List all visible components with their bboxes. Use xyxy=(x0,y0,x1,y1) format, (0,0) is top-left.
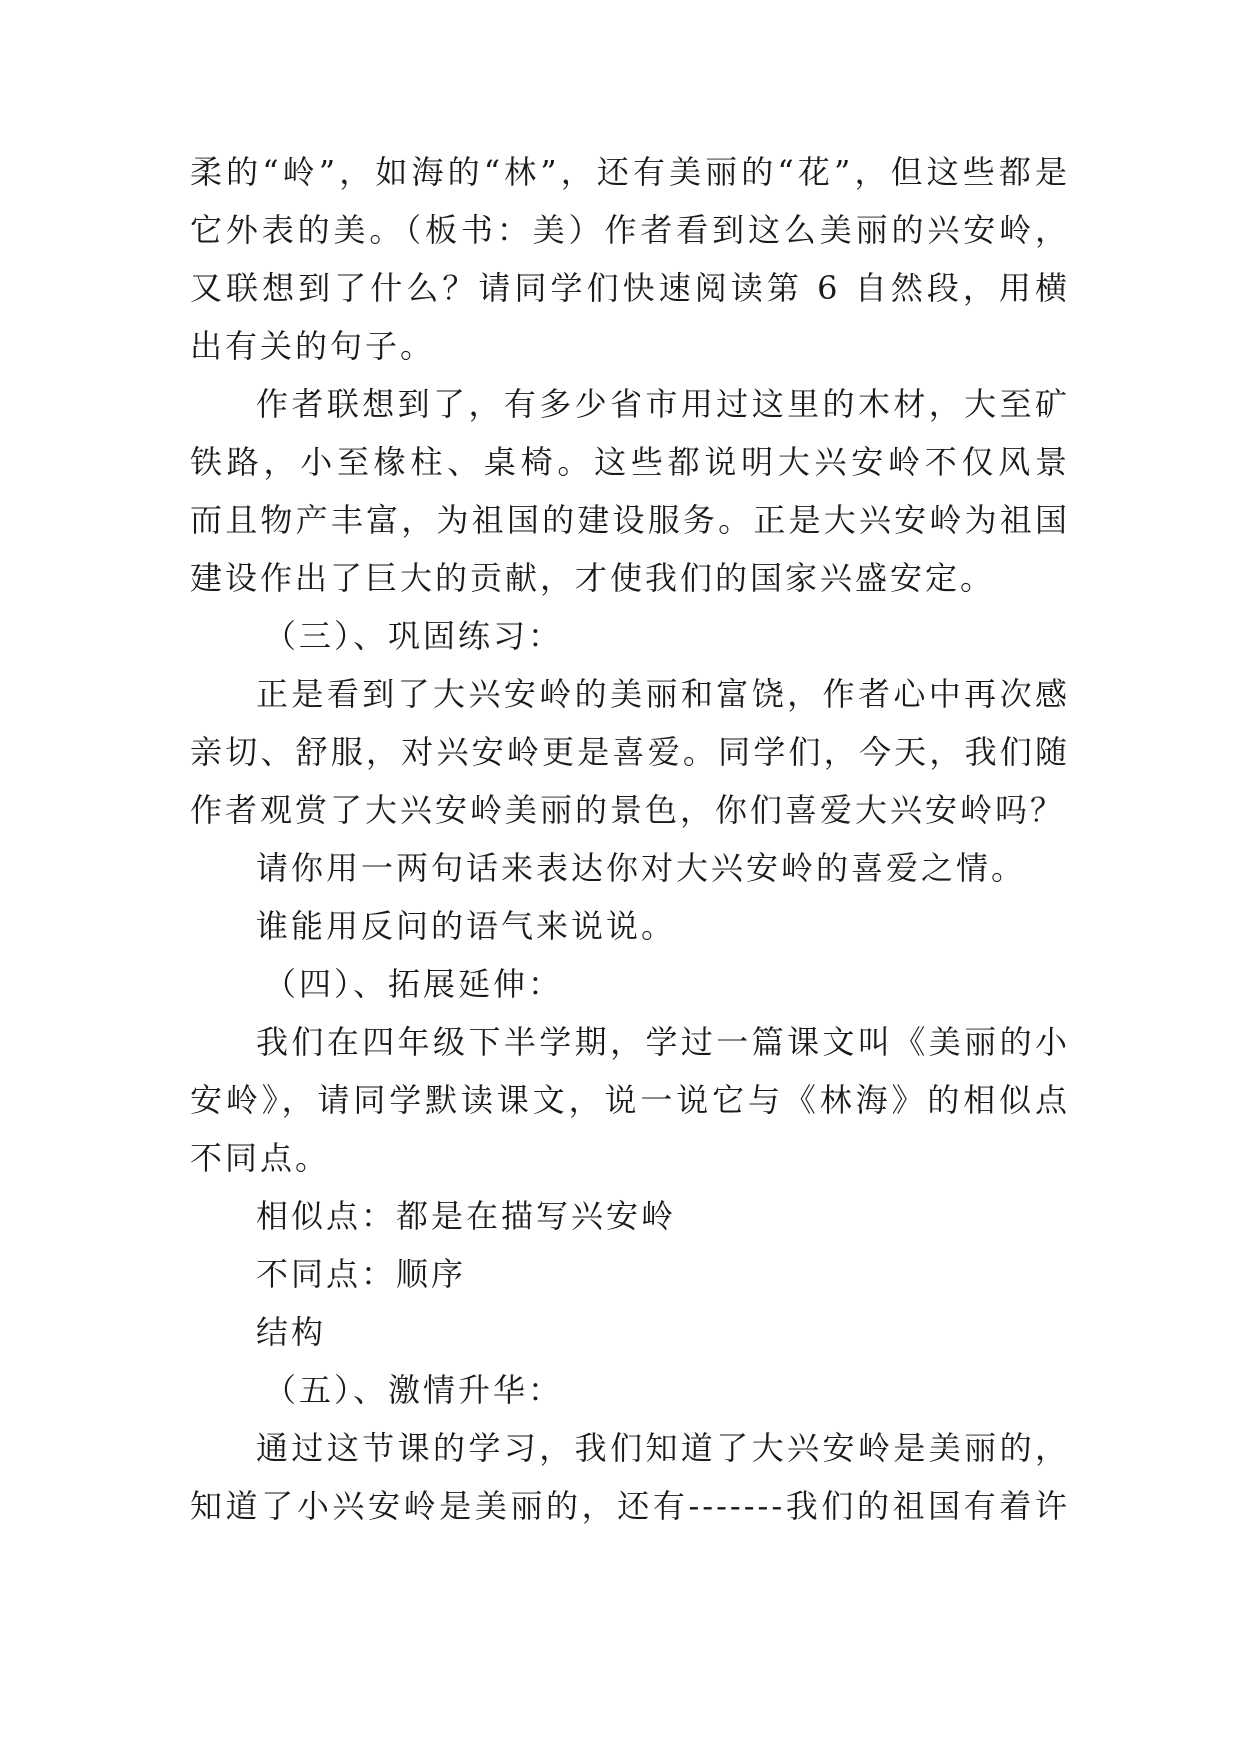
text-line: 不同点：顺序 xyxy=(256,1255,467,1293)
text-line: 柔的“岭”，如海的“林”，还有美丽的“花”，但这些都是 xyxy=(190,153,1070,191)
text-line: 谁能用反问的语气来说说。 xyxy=(256,907,677,945)
text-line: 安岭》，请同学默读课文，说一说它与《林海》的相似点 xyxy=(190,1081,1070,1119)
text-line: 请你用一两句话来表达你对大兴安岭的喜爱之情。 xyxy=(256,849,1027,887)
text-line: 相似点：都是在描写兴安岭 xyxy=(256,1197,677,1235)
text-line: 不同点。 xyxy=(190,1139,331,1177)
text-line: 作者观赏了大兴安岭美丽的景色，你们喜爱大兴安岭吗？ xyxy=(190,791,1066,829)
text-line: 它外表的美。（板书：美）作者看到这么美丽的兴安岭， xyxy=(190,211,1070,249)
text-line: 建设作出了巨大的贡献，才使我们的国家兴盛安定。 xyxy=(190,559,996,597)
text-line: 正是看到了大兴安岭的美丽和富饶，作者心中再次感 xyxy=(256,675,1070,713)
section-heading: （四）、拓展延伸： xyxy=(264,965,564,1003)
text-line: 铁路，小至椽柱、桌椅。这些都说明大兴安岭不仅风景 xyxy=(190,443,1070,481)
section-heading: （五）、激情升华： xyxy=(264,1371,564,1409)
text-line: 作者联想到了，有多少省市用过这里的木材，大至矿 xyxy=(256,385,1070,423)
text-line: 亲切、舒服，对兴安岭更是喜爱。同学们，今天，我们随 xyxy=(190,733,1070,771)
text-line: 我们在四年级下半学期，学过一篇课文叫《美丽的小 xyxy=(256,1023,1070,1061)
text-line: 而且物产丰富，为祖国的建设服务。正是大兴安岭为祖国 xyxy=(190,501,1070,539)
text-line: 结构 xyxy=(256,1313,327,1351)
text-line: 知道了小兴安岭是美丽的，还有-------我们的祖国有着许 xyxy=(190,1487,1070,1525)
text-line: 出有关的句子。 xyxy=(190,327,436,365)
text-line: 又联想到了什么？请同学们快速阅读第 6 自然段，用横 xyxy=(190,269,1070,307)
text-line: 通过这节课的学习，我们知道了大兴安岭是美丽的， xyxy=(256,1429,1070,1467)
section-heading: （三）、巩固练习： xyxy=(264,617,564,655)
